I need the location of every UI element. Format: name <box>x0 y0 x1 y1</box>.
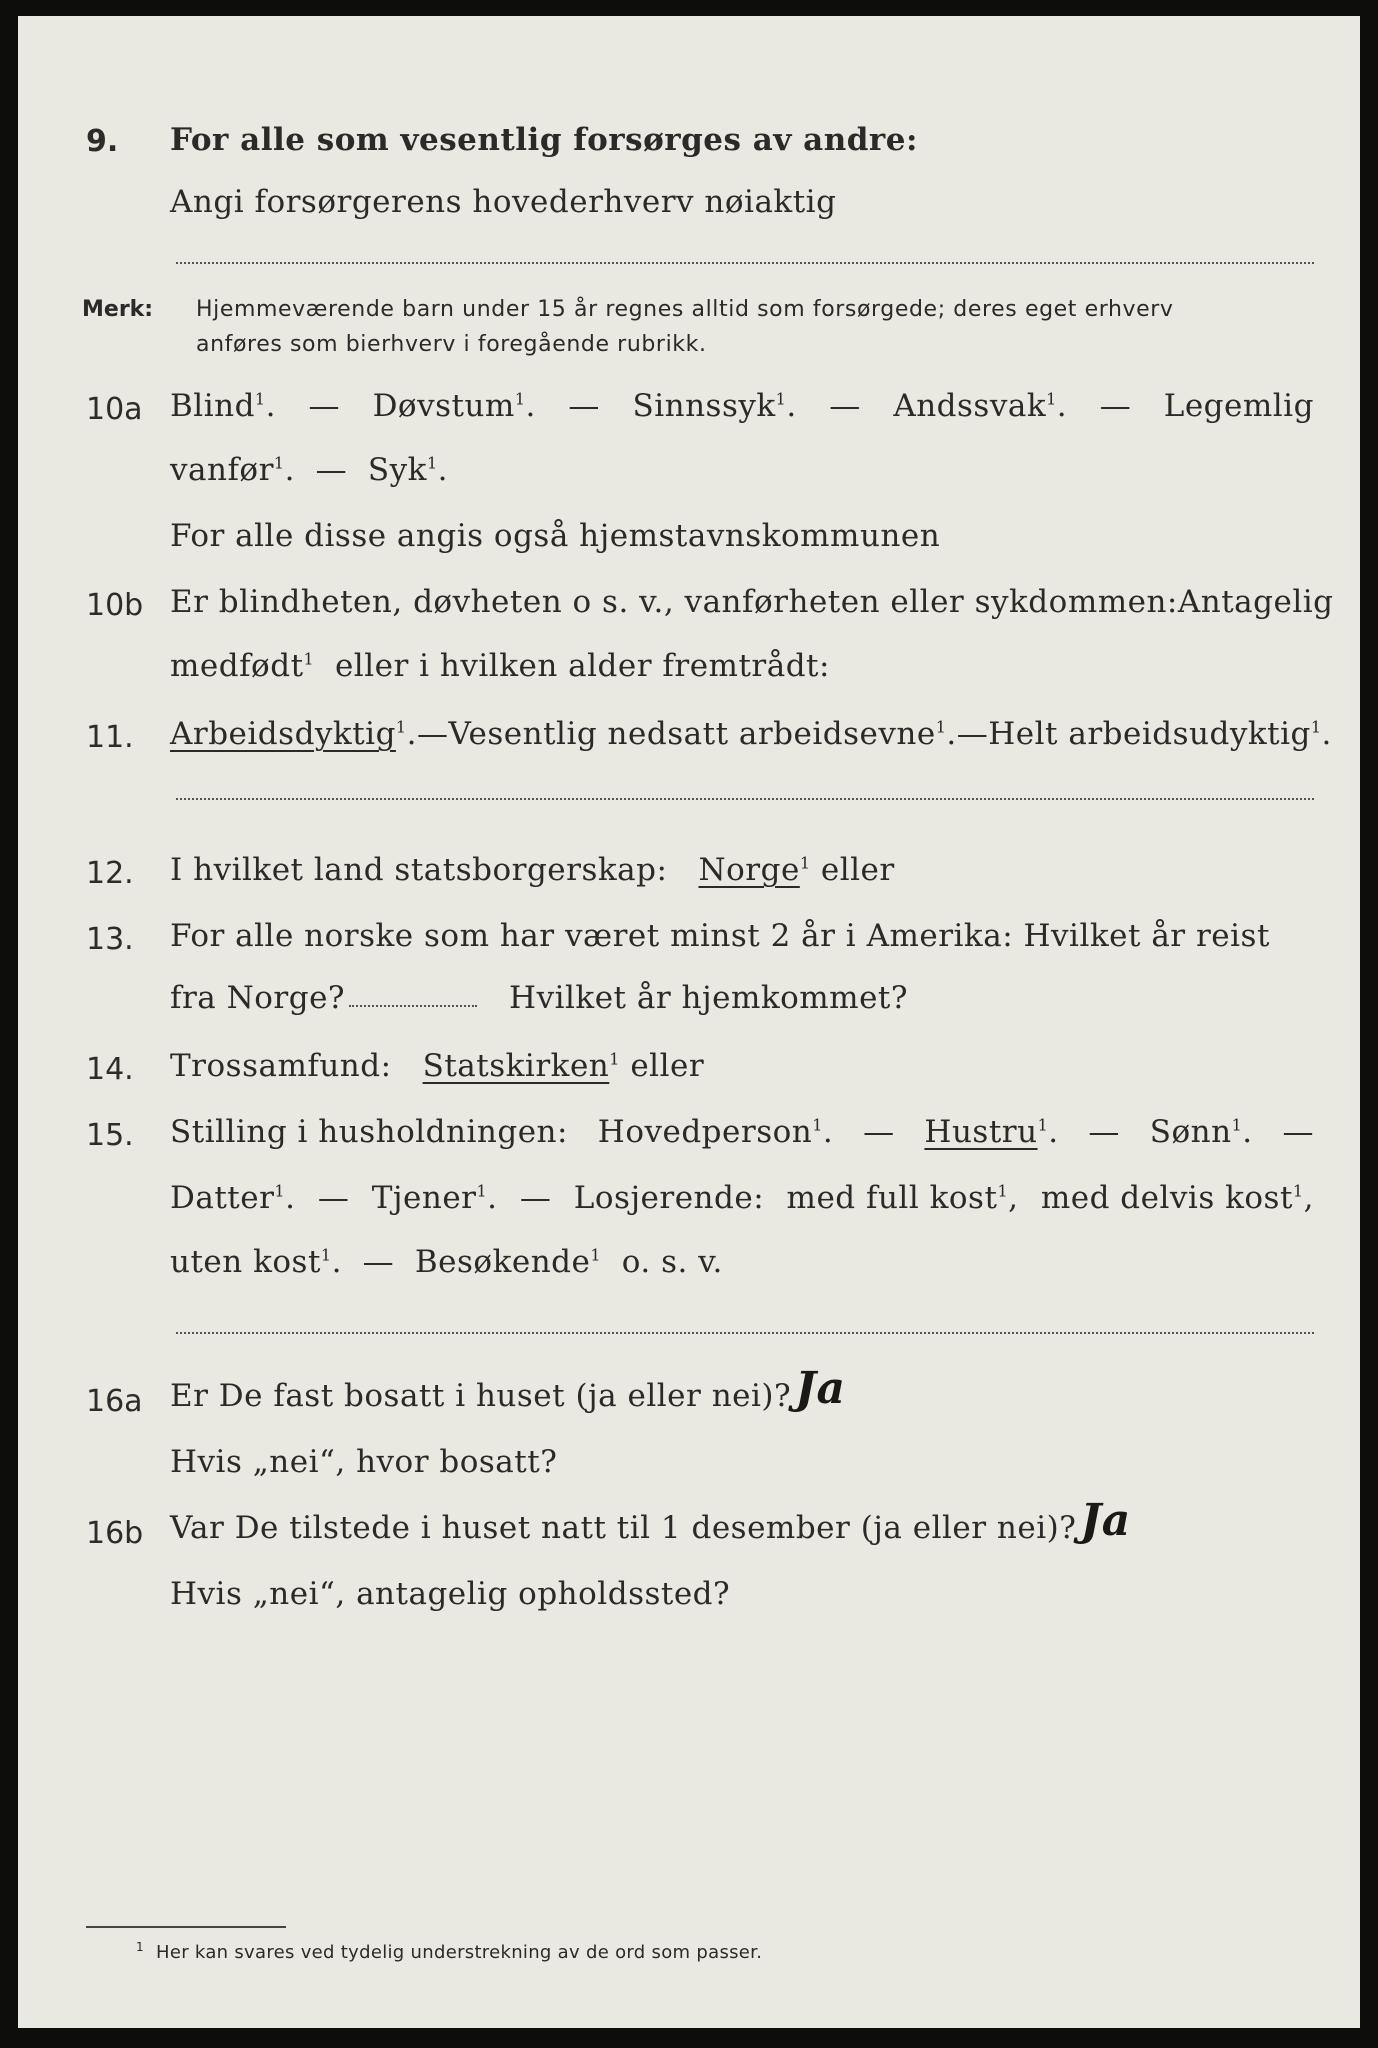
q15-line1: Stilling i husholdningen: Hovedperson$^1$. — Hustru$^1$. — Sønn$^1$. — <box>170 1114 1314 1150</box>
q13-reist-label: fra Norge? <box>170 980 346 1016</box>
q10b-line2: medfødt$^1$ eller i hvilken alder fremtrådt: <box>170 648 830 684</box>
opt-datter[interactable]: Datter <box>170 1180 275 1216</box>
q13-line2 <box>170 972 1040 1016</box>
q10b-number: 10b <box>86 588 144 623</box>
q16a-line2 <box>170 1436 1314 1480</box>
opt-arbeidsdyktig[interactable]: Arbeidsdyktig <box>170 716 396 752</box>
opt-hovedperson[interactable]: Hovedperson <box>597 1114 813 1150</box>
opt-antagelig[interactable]: Antagelig <box>1177 584 1334 620</box>
q10b-line1 <box>170 576 1334 620</box>
q16b-line2-text: Hvis „nei“, antagelig opholdssted? <box>170 1576 731 1612</box>
opt-fullkost[interactable]: med full kost <box>786 1180 998 1216</box>
opt-hustru[interactable]: Hustru <box>924 1114 1038 1150</box>
q10a-line3 <box>170 510 1314 554</box>
opt-delviskost[interactable]: med delvis kost <box>1040 1180 1293 1216</box>
opt-andssvak[interactable]: Andssvak <box>893 388 1047 424</box>
footnote-rule <box>86 1926 286 1928</box>
q16a-line1 <box>170 1363 950 1414</box>
q15-line2: Datter$^1$. — Tjener$^1$. — Losjerende: med full kost$^1$, med delvis kost$^1$, <box>170 1180 1314 1216</box>
q9-extra-field[interactable] <box>176 262 1314 264</box>
q15-line3: uten kost$^1$. — Besøkende$^1$ o. s. v. <box>170 1244 723 1280</box>
q15-label: Stilling i husholdningen: <box>170 1114 568 1150</box>
reist-field[interactable] <box>349 1005 477 1007</box>
opt-udyktig[interactable]: Helt arbeidsudyktig <box>988 716 1311 752</box>
q16a-line2-text: Hvis „nei“, hvor bosatt? <box>170 1444 558 1480</box>
q16b-handwritten-answer[interactable]: Ja <box>1080 1495 1131 1546</box>
q15-number: 15. <box>86 1118 134 1153</box>
q16a-question: Er De fast bosatt i huset (ja eller nei)? <box>170 1378 792 1414</box>
q16a-handwritten-answer[interactable]: Ja <box>795 1363 846 1414</box>
q13-number: 13. <box>86 922 134 957</box>
q9-line2-text: Angi forsørgerens hovederhverv nøiaktig <box>170 184 837 220</box>
footnote <box>136 1940 762 1963</box>
q16b-line2 <box>170 1568 1314 1612</box>
q10b-line2-text: eller i hvilken alder fremtrådt: <box>334 648 830 684</box>
q14-text: Trossamfund: <box>170 1048 392 1084</box>
opt-nedsatt[interactable]: Vesentlig nedsatt arbeidsevne <box>448 716 936 752</box>
opt-blind[interactable]: Blind <box>170 388 255 424</box>
merk-label: Merk: <box>82 297 154 322</box>
opt-losjerende: Losjerende: <box>573 1180 765 1216</box>
q14-eller: eller <box>630 1048 705 1084</box>
q9-line2 <box>170 176 1314 220</box>
opt-tjener[interactable]: Tjener <box>371 1180 477 1216</box>
q16a-number: 16a <box>86 1384 143 1419</box>
q9-title <box>170 114 1314 158</box>
opt-vanfor[interactable]: vanfør <box>170 452 274 488</box>
q16b-question: Var De tilstede i huset natt til 1 desember (ja eller nei)? <box>170 1510 1077 1546</box>
opt-sonn[interactable]: Sønn <box>1149 1114 1232 1150</box>
opt-sinnssyk[interactable]: Sinnssyk <box>632 388 776 424</box>
q10a-number: 10a <box>86 392 143 427</box>
q15-osv: o. s. v. <box>621 1244 723 1280</box>
opt-statskirken[interactable]: Statskirken <box>422 1048 610 1084</box>
q13-hjemkommet-label: Hvilket år hjemkommet? <box>509 980 909 1016</box>
q12-eller: eller <box>820 852 895 888</box>
opt-legemlig[interactable]: Legemlig <box>1163 388 1314 424</box>
q12-line: I hvilket land statsborgerskap: Norge$^1$ eller <box>170 852 895 888</box>
q10b-line1-text: Er blindheten, døvheten o s. v., vanførheten eller sykdommen: <box>170 584 1178 620</box>
q12-text: I hvilket land statsborgerskap: <box>170 852 668 888</box>
q10a-line2: vanfør$^1$. — Syk$^1$. <box>170 452 448 488</box>
q13-line1 <box>170 910 1314 954</box>
opt-medfodt[interactable]: medfødt <box>170 648 304 684</box>
q13-line1-text: For alle norske som har været minst 2 år i Amerika: Hvilket år reist <box>170 918 1270 954</box>
q11-number: 11. <box>86 720 134 755</box>
q14-number: 14. <box>86 1052 134 1087</box>
opt-besokende[interactable]: Besøkende <box>414 1244 591 1280</box>
q11-line: Arbeidsdyktig$^1$. — Vesentlig nedsatt arbeidsevne$^1$. — Helt arbeidsudyktig$^1$. <box>170 716 1332 752</box>
q14-line: Trossamfund: Statskirken$^1$ eller <box>170 1048 705 1084</box>
q15-extra-field[interactable] <box>176 1332 1314 1334</box>
q12-number: 12. <box>86 856 134 891</box>
merk-line2: anføres som bierhverv i foregående rubrikk. <box>196 332 707 357</box>
q11-extra-field[interactable] <box>176 798 1314 800</box>
q16b-number: 16b <box>86 1516 144 1551</box>
merk-line1: Hjemmeværende barn under 15 år regnes alltid som forsørgede; deres eget erhverv <box>196 297 1174 322</box>
q16b-line1 <box>170 1495 1260 1546</box>
footnote-mark: 1 <box>136 1940 144 1954</box>
opt-norge[interactable]: Norge <box>698 852 800 888</box>
opt-utenkost[interactable]: uten kost <box>170 1244 321 1280</box>
q9-title-text: For alle som vesentlig forsørges av andre: <box>170 122 918 158</box>
opt-syk[interactable]: Syk <box>367 452 427 488</box>
q10a-line1: Blind$^1$. — Døvstum$^1$. — Sinnssyk$^1$. — Andssvak$^1$. — Legemlig <box>170 388 1314 424</box>
q9-number: 9. <box>86 124 119 159</box>
q10a-line3-text: For alle disse angis også hjemstavnskommunen <box>170 518 941 554</box>
opt-dovstum[interactable]: Døvstum <box>372 388 515 424</box>
footnote-text: Her kan svares ved tydelig understrekning av de ord som passer. <box>155 1942 763 1963</box>
census-form-page <box>18 16 1360 2028</box>
